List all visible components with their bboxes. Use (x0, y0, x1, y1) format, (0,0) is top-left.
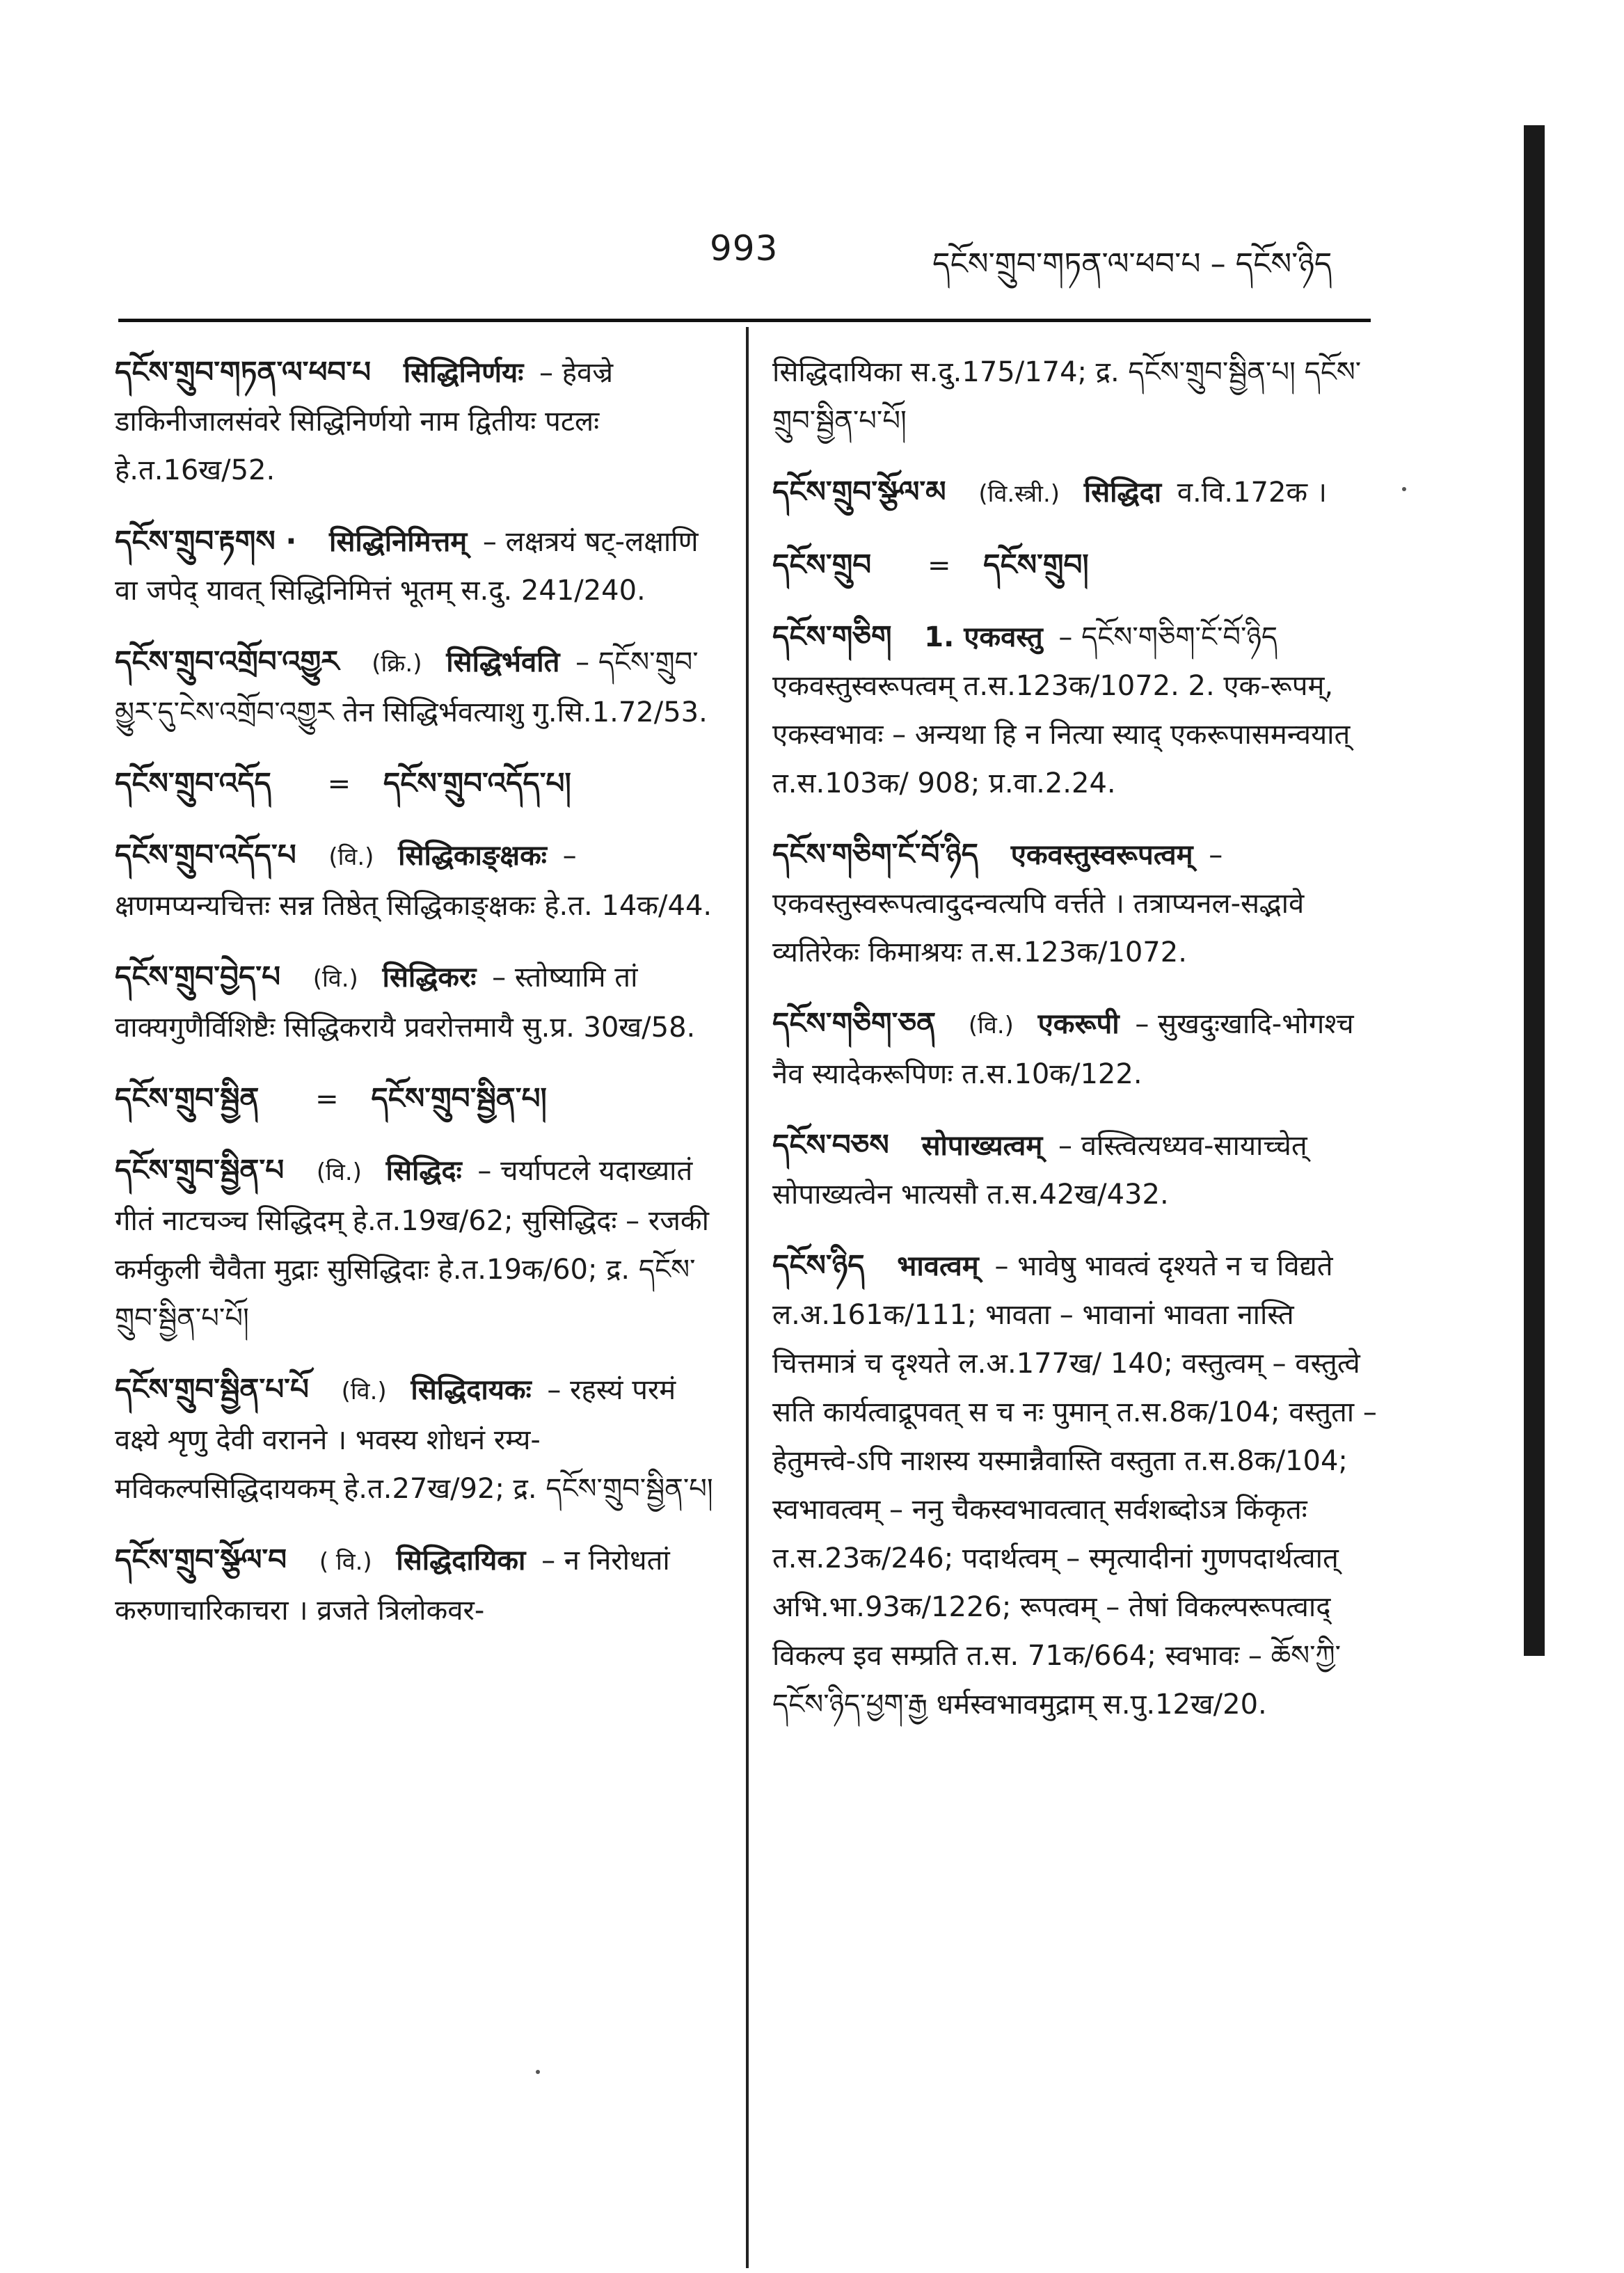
equals-sign: = (315, 1083, 339, 1115)
tibetan-headword: དངོས་གཅིག་ངོ་བོ་ཉིད (772, 837, 978, 871)
cross-reference-entry (115, 1074, 727, 1124)
grammar-label: (वि.) (341, 1378, 387, 1405)
tibetan-headword: དངོས་བཅས (772, 1128, 889, 1162)
dictionary-entry (772, 1241, 1378, 1729)
grammar-label: ( वि.) (319, 1548, 372, 1576)
scan-edge (1524, 125, 1545, 1656)
sanskrit-equivalent: सोपाख्यत्वम् (921, 1130, 1043, 1162)
sanskrit-equivalent: सिद्धिकाङ्क्षकः (398, 840, 547, 872)
left-column (115, 348, 727, 1657)
dictionary-entry (115, 1536, 727, 1635)
entry-text: – क्षणमप्यन्यचित्तः सन्न तिष्ठेत् सिद्धिकाङ्क्षकः हे.त. 14क/44. (115, 840, 713, 922)
dictionary-entry (772, 612, 1378, 808)
entry-text: – लक्षत्रयं षट्-लक्षाणि वा जपेद् यावत् सिद्धिनिमित्तं भूतम् स.दु. 241/240. (115, 526, 699, 607)
tibetan-headword: དངོས་གྲུབ་སྦྱིན (115, 1081, 260, 1115)
cross-reference-entry (115, 759, 727, 808)
cross-reference-target: དངོས་གྲུབ་འདོད་པ། (383, 766, 571, 800)
sanskrit-equivalent: भावत्वम् (897, 1250, 979, 1282)
dictionary-entry (772, 468, 1378, 518)
tibetan-headword: དངོས་གཅིག (772, 619, 892, 653)
tibetan-headword: དངོས་གྲུབ་འདོད (115, 766, 271, 800)
tibetan-headword: དངོས་གྲུབ་སྩོལ་མ (772, 474, 946, 509)
sanskrit-equivalent: सिद्धिदायकः (411, 1374, 532, 1406)
entry-text: – चर्यापटले यदाख्यातं गीतं नाटचञ्च सिद्धिदम् हे.त.19ख/62; सुसिद्धिदः – रजकी कर्मकुली चैवैता मुद्राः सुसिद्धिदाः हे.त.19क/60; द्र. དངོས་གྲུབ་སྦྱིན་པ་པོ། (115, 1155, 709, 1334)
dictionary-entry (115, 952, 727, 1052)
tibetan-headword: དངོས་གྲུབ་སྦྱིན་པ (115, 1153, 285, 1187)
right-column (772, 348, 1378, 1751)
dictionary-entry (772, 830, 1378, 977)
tibetan-headword: དངོས་གྲུབ་རྟགས · (115, 524, 297, 558)
tibetan-headword: དངོས་གཅིག་ཅན (772, 1006, 937, 1040)
cross-reference-target: དངོས་གྲུབ། (983, 548, 1089, 582)
equals-sign: = (327, 768, 351, 800)
tibetan-headword: དངོས་གྲུབ (772, 548, 872, 582)
sanskrit-equivalent: 1. एकवस्तु (924, 621, 1043, 653)
entry-text: – वस्त्वित्यध्यव-सायाच्चेत् सोपाख्यत्वेन भात्यसौ त.स.42ख/432. (772, 1130, 1307, 1211)
entry-text: – स्तोष्यामि तां वाक्यगुणैर्विशिष्टैः सिद्धिकरायै प्रवरोत्तमायै सु.प्र. 30ख/58. (115, 962, 696, 1044)
entry-text: – न निरोधतां करुणाचारिकाचरा । व्रजते त्रिलोकवर- (115, 1545, 670, 1627)
entry-text: – हेवज्रे डाकिनीजालसंवरे सिद्धिनिर्णयो नाम द्वितीयः पटलः हे.त.16ख/52. (115, 357, 614, 486)
scan-speck (1402, 487, 1406, 491)
scan-speck (536, 2070, 540, 2074)
tibetan-headword: དངོས་གྲུབ་སྩོལ་བ (115, 1542, 287, 1577)
grammar-label: (वि.) (316, 1158, 362, 1186)
tibetan-headword: དངོས་ཉིད (772, 1248, 865, 1282)
entry-text: – भावेषु भावत्वं दृश्यते न च विद्यते ल.अ.161क/111; भावता – भावानां भावता नास्ति चित्तमात्रं च दृश्यते ल.अ.177ख/ 140; वस्तुत्वम् – वस्तुत्वे सति कार्यत्वाद्रूपवत् स च नः पुमान् त.स.8क/104; वस्तुता – हेतुमत्त्वे-ऽपि नाशस्य यस्मान्नैवास्ति वस्तुता त.स.8क/104; स्वभावत्वम् – ननु चैकस्वभावत्वात् सर्वशब्दोऽत्र किंकृतः त.स.23क/246; पदार्थत्वम् – स्मृत्यादीनां गुणपदार्थत्वात् अभि.भा.93क/1226; रूपत्वम् – तेषां विकल्परूपत्वाद् विकल्प इव सम्प्रति त.स. 71क/664; स्वभावः – ཆོས་ཀྱི་དངོས་ཉིད་ཕྱག་རྒྱ धर्मस्वभावमुद्राम् स.पु.12ख/20. (772, 1250, 1377, 1721)
grammar-label: (वि.स्त्री.) (978, 480, 1060, 508)
tibetan-headword: དངོས་གྲུབ་འདོད་པ (115, 838, 296, 872)
running-head: དངོས་གྲུབ་གཏན་ལ་ཕབ་པ – དངོས་ཉིད (932, 246, 1332, 282)
header-rule (118, 319, 1371, 322)
entry-text: – एकवस्तुस्वरूपत्वादुदन्वत्यपि वर्त्तते । तत्राप्यनल-सद्भावे व्यतिरेकः किमाश्रयः त.स.123क/1072. (772, 839, 1305, 968)
dictionary-entry (115, 517, 727, 615)
dictionary-entry (772, 999, 1378, 1099)
dictionary-entry (115, 348, 727, 495)
tibetan-headword: དངོས་གྲུབ་གཏན་ལ་ཕབ་པ (115, 355, 372, 389)
cross-reference-entry (772, 541, 1378, 590)
sanskrit-equivalent: एकवस्तुस्वरूपत्वम् (1010, 839, 1193, 871)
column-divider (746, 327, 749, 2268)
tibetan-headword: དངོས་གྲུབ་བྱེད་པ (115, 959, 281, 994)
sanskrit-equivalent: सिद्धिदायिका (396, 1545, 526, 1577)
cross-reference-target: དངོས་གྲུབ་སྦྱིན་པ། (371, 1081, 547, 1115)
sanskrit-equivalent: सिद्धिर्भवति (446, 646, 560, 678)
grammar-label: (क्रि.) (372, 650, 422, 678)
grammar-label: (वि.) (968, 1012, 1014, 1039)
equals-sign: = (927, 550, 951, 582)
dictionary-entry (115, 637, 727, 737)
sanskrit-equivalent: सिद्धिदः (385, 1155, 462, 1187)
sanskrit-equivalent: सिद्धिदा (1083, 477, 1162, 509)
entry-text: सिद्धिदायिका स.दु.175/174; द्र. དངོས་གྲུབ་སྦྱིན་པ། དངོས་གྲུབ་སྦྱིན་པ་པོ། (772, 356, 1362, 437)
entry-continuation (772, 348, 1378, 445)
grammar-label: (वि.) (328, 843, 374, 871)
dictionary-entry (115, 1146, 727, 1343)
entry-text: – रहस्यं परमं वक्ष्ये शृणु देवी वरानने । भवस्य शोधनं रम्य-मविकल्पसिद्धिदायकम् हे.त.27ख/92; द्र. དངོས་གྲུབ་སྦྱིན་པ། (115, 1374, 713, 1505)
dictionary-entry (772, 1121, 1378, 1219)
tibetan-headword: དངོས་གྲུབ་འགྲོབ་འགྱུར (115, 644, 340, 678)
tibetan-headword: དངོས་གྲུབ་སྦྱིན་པ་པོ (115, 1372, 309, 1406)
sanskrit-equivalent: सिद्धिनिर्णयः (403, 357, 524, 389)
sanskrit-equivalent: सिद्धिनिमित्तम् (329, 526, 468, 558)
grammar-label: (वि.) (312, 965, 358, 993)
dictionary-entry (115, 831, 727, 930)
sanskrit-equivalent: सिद्धिकरः (382, 962, 477, 994)
entry-text: व.वि.172क । (1177, 477, 1328, 509)
entry-text: – सुखदुःखादि-भोगश्च नैव स्यादेकरूपिणः त.स.10क/122. (772, 1008, 1354, 1090)
entry-text: – དངོས་གྲུབ་མྱུར་དུ་ངེས་འགྲོབ་འགྱུར तेन सिद्धिर्भवत्याशु गु.सि.1.72/53. (115, 646, 708, 728)
entry-text: – དངོས་གཅིག་ངོ་བོ་ཉིད एकवस्तुस्वरूपत्वम् त.स.123क/1072. 2. एक-रूपम्, एकस्वभावः – अन्यथा हि न नित्या स्याद् एकरूपासमन्वयात् त.स.103क/ 908; प्र.वा.2.24. (772, 621, 1351, 799)
page-number: 993 (710, 228, 779, 269)
sanskrit-equivalent: एकरूपी (1037, 1008, 1120, 1040)
dictionary-entry (115, 1365, 727, 1513)
